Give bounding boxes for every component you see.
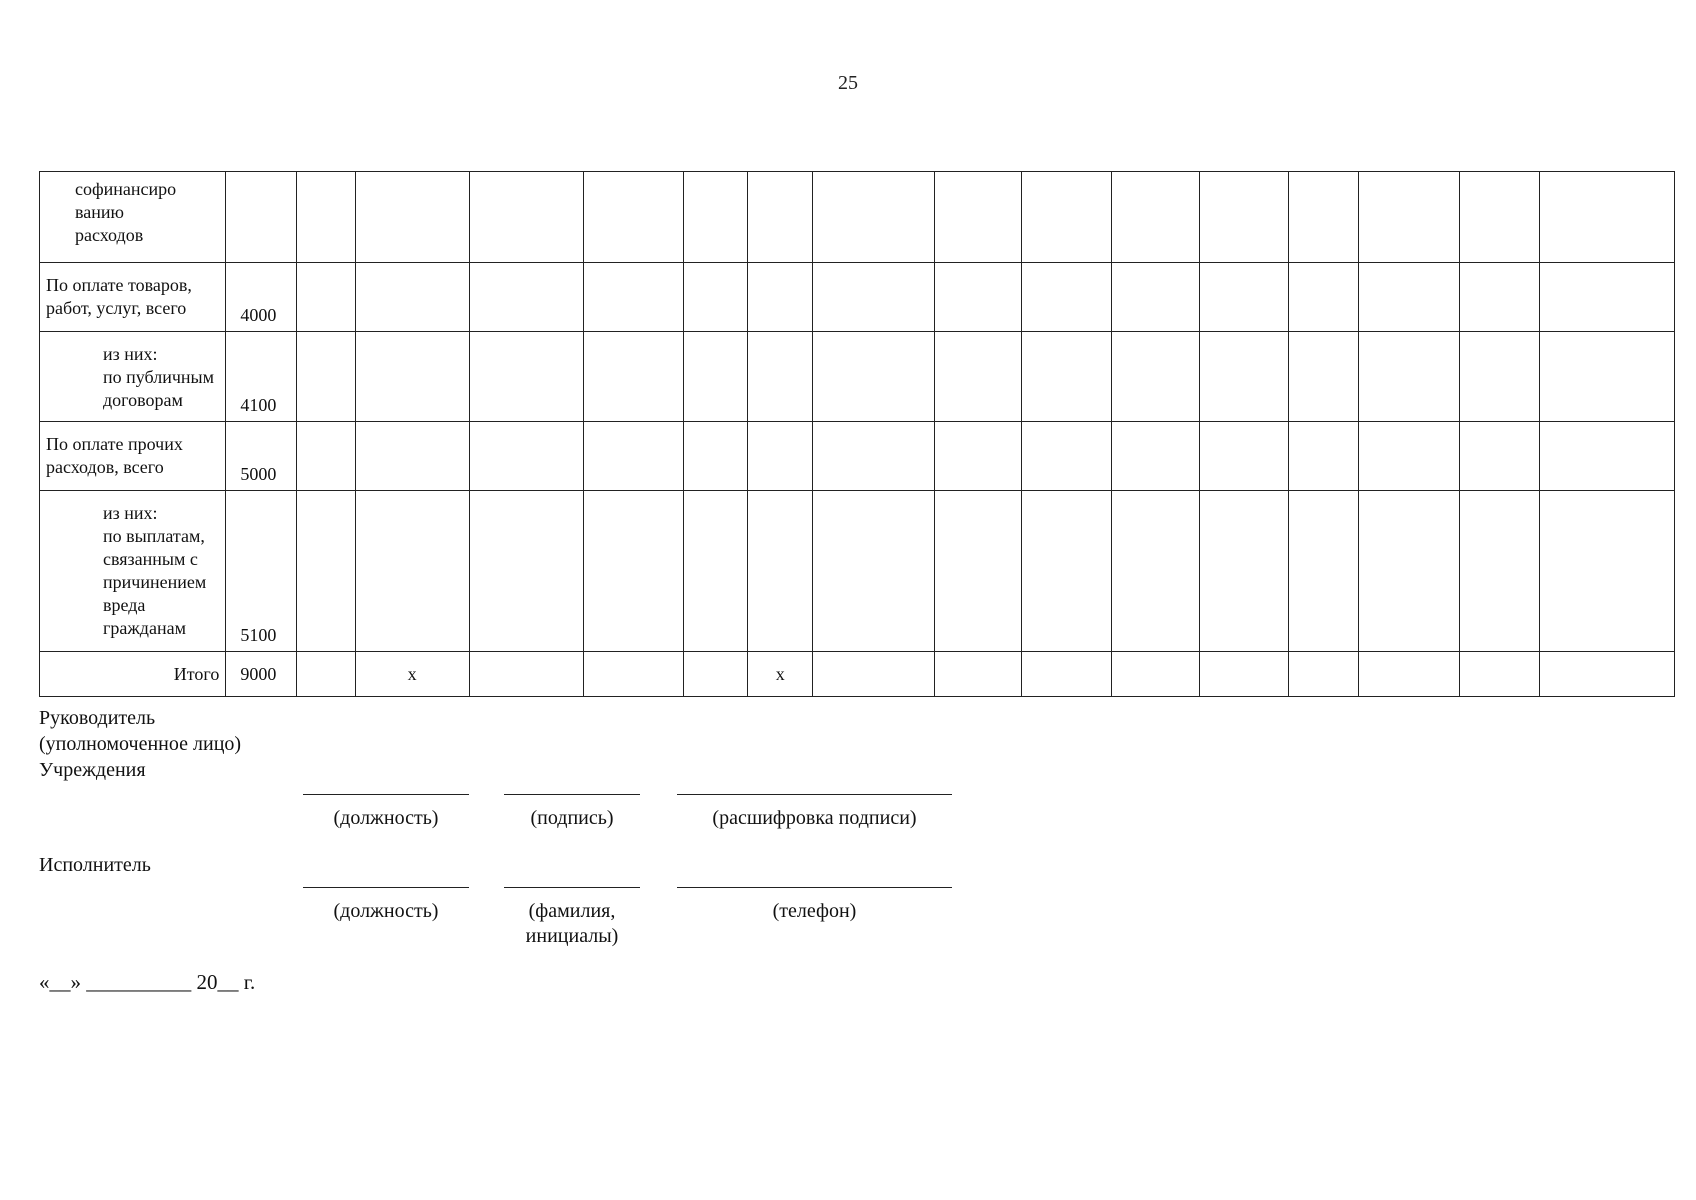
signature-line bbox=[504, 887, 640, 888]
page-number: 25 bbox=[838, 72, 858, 94]
row-label: из них: по публичным договорам bbox=[40, 332, 226, 422]
caption-position: (должность) bbox=[333, 900, 439, 922]
caption-signature-decoding: (расшифровка подписи) bbox=[712, 807, 917, 829]
executor-label: Исполнитель bbox=[39, 854, 151, 876]
report-table bbox=[39, 171, 1675, 697]
signature-line bbox=[303, 887, 469, 888]
table-row bbox=[40, 332, 1675, 422]
table-row-total bbox=[40, 652, 1675, 697]
table-row bbox=[40, 263, 1675, 332]
signature-line bbox=[677, 794, 952, 795]
row-code: 4100 bbox=[226, 332, 297, 422]
signature-line bbox=[303, 794, 469, 795]
x-mark: x bbox=[355, 652, 469, 697]
head-label: Руководитель (уполномоченное лицо) Учреждения bbox=[39, 707, 242, 781]
row-code: 5100 bbox=[226, 491, 297, 652]
caption-position: (должность) bbox=[333, 807, 439, 829]
x-mark: x bbox=[748, 652, 813, 697]
row-label: По оплате прочих расходов, всего bbox=[40, 422, 226, 491]
caption-signature: (подпись) bbox=[530, 807, 614, 829]
row-label: из них: по выплатам, связанным с причинением вреда гражданам bbox=[40, 491, 226, 652]
row-label: По оплате товаров, работ, услуг, всего bbox=[40, 263, 226, 332]
date-line: «__» __________ 20__ г. bbox=[39, 970, 256, 994]
row-code: 4000 bbox=[226, 263, 297, 332]
row-code: 9000 bbox=[226, 652, 297, 697]
table-row bbox=[40, 422, 1675, 491]
signature-line bbox=[504, 794, 640, 795]
signature-line bbox=[677, 887, 952, 888]
caption-name-initials: (фамилия, инициалы) bbox=[525, 900, 619, 947]
table-row bbox=[40, 172, 1675, 263]
row-code: 5000 bbox=[226, 422, 297, 491]
table-row bbox=[40, 491, 1675, 652]
caption-phone: (телефон) bbox=[772, 900, 857, 922]
row-label: Итого bbox=[40, 652, 226, 697]
row-code bbox=[226, 172, 297, 263]
row-label: софинансиро ванию расходов bbox=[40, 172, 226, 263]
